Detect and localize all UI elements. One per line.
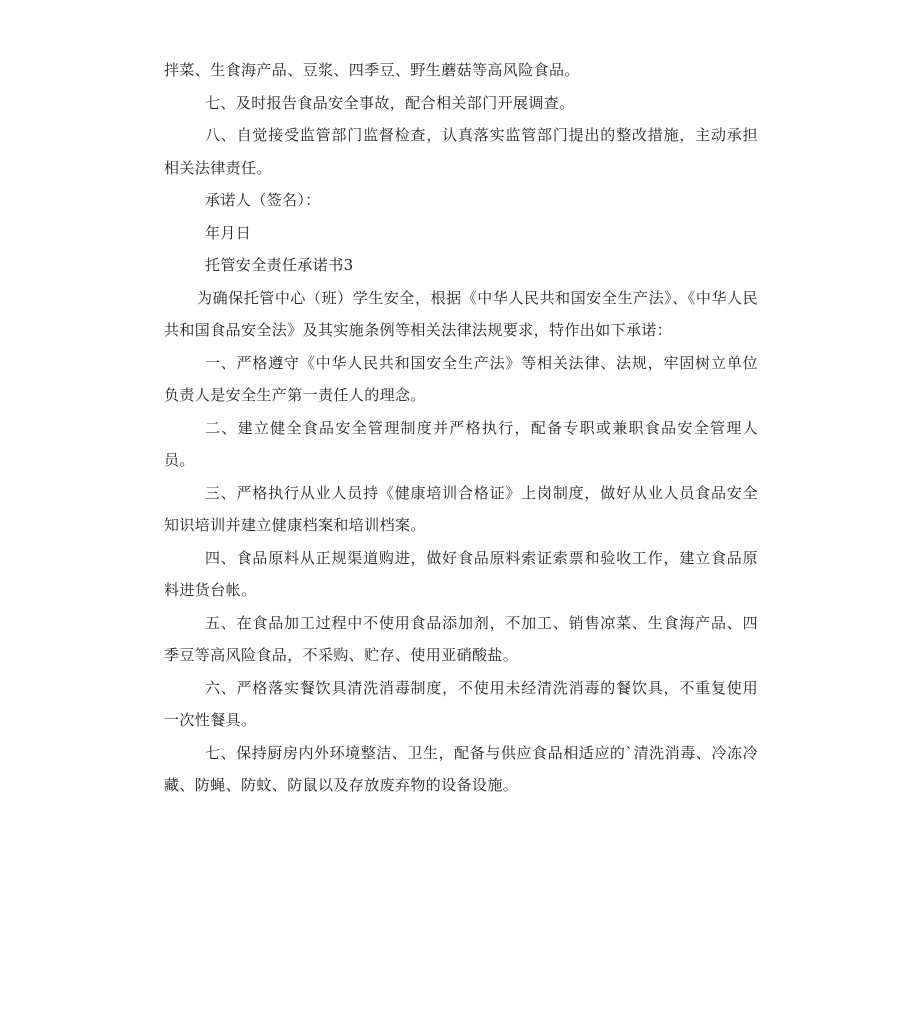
paragraph-item-7-report: 七、及时报告食品安全事故，配合相关部门开展调查。 (205, 93, 575, 112)
paragraph-item-1: 一、严格遵守《中华人民共和国安全生产法》等相关法律、法规，牢固树立单位负责人是安全生产第一责任人的理念。 (164, 353, 758, 404)
paragraph-item-3: 三、严格执行从业人员持《健康培训合格证》上岗制度，做好从业人员食品安全知识培训并建立健康档案和培训档案。 (164, 483, 758, 534)
paragraph-item-5: 五、在食品加工过程中不使用食品添加剂，不加工、销售凉菜、生食海产品、四季豆等高风险食品，不采购、贮存、使用亚硝酸盐。 (164, 613, 758, 664)
section-title: 托管安全责任承诺书3 (205, 256, 354, 274)
paragraph-item-4: 四、食品原料从正规渠道购进，做好食品原料索证索票和验收工作，建立食品原料进货台帐。 (164, 548, 758, 599)
paragraph-item-6: 六、严格落实餐饮具清洗消毒制度，不使用未经清洗消毒的餐饮具，不重复使用一次性餐具。 (164, 678, 758, 729)
paragraph-item-7-kitchen: 七、保持厨房内外环境整洁、卫生，配备与供应食品相适应的`清洗消毒、冷冻冷藏、防蝇、防蚊、防鼠以及存放废弃物的设备设施。 (164, 743, 758, 794)
paragraph-item-2: 二、建立健全食品安全管理制度并严格执行，配备专职或兼职食品安全管理人员。 (164, 418, 758, 469)
paragraph-item-8-supervision: 八、自觉接受监管部门监督检查，认真落实监管部门提出的整改措施，主动承担相关法律责任。 (164, 126, 758, 177)
signature-line: 承诺人（签名）： (205, 191, 321, 209)
paragraph-intro: 为确保托管中心（班）学生安全，根据《中华人民共和国安全生产法》、《中华人民共和国食品安全法》及其实施条例等相关法律法规要求，特作出如下承诺： (164, 288, 758, 339)
date-line: 年月日 (205, 223, 252, 242)
document-body (164, 54, 758, 802)
paragraph-continuation: 拌菜、生食海产品、豆浆、四季豆、野生蘑菇等高风险食品。 (164, 61, 580, 79)
